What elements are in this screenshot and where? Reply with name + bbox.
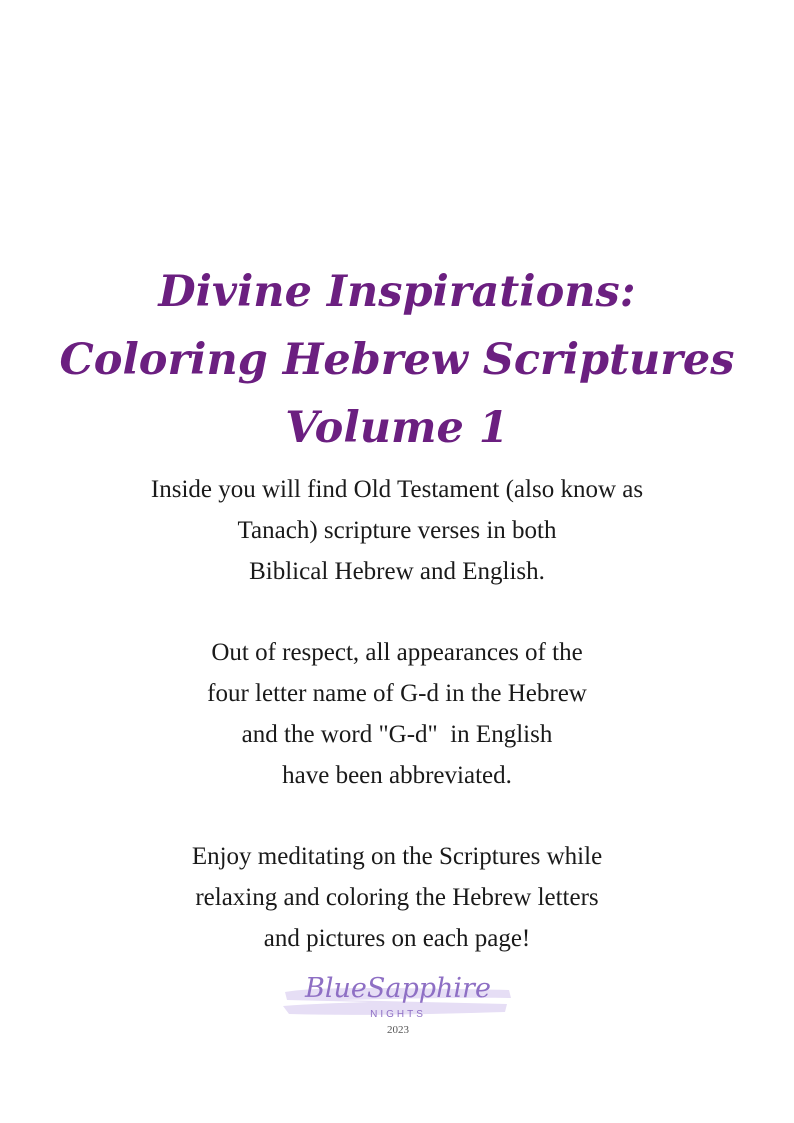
text-line: and the word "G-d" in English xyxy=(241,721,553,748)
brand-logo xyxy=(273,966,523,1046)
title-line: Coloring Hebrew Scriptures xyxy=(59,335,735,385)
text-line: relaxing and coloring the Hebrew letters xyxy=(195,884,599,911)
logo-year: 2023 xyxy=(387,1024,409,1036)
text-line: Biblical Hebrew and English. xyxy=(249,558,545,585)
intro-paragraph xyxy=(0,469,794,592)
text-line: Tanach) scripture verses in both xyxy=(237,517,557,544)
logo-name: BlueSapphire xyxy=(305,973,491,1004)
title-line: Volume 1 xyxy=(285,403,509,453)
text-line: and pictures on each page! xyxy=(263,925,531,952)
logo-subtitle: NIGHTS xyxy=(370,1009,426,1020)
title-line: Divine Inspirations: xyxy=(158,267,636,317)
text-line: Out of respect, all appearances of the xyxy=(211,639,583,666)
respect-paragraph xyxy=(0,632,794,796)
text-line: four letter name of G-d in the Hebrew xyxy=(207,680,587,707)
text-line: Inside you will find Old Testament (also know as xyxy=(150,476,644,503)
page-title xyxy=(0,258,794,462)
text-line: have been abbreviated. xyxy=(282,762,512,789)
text-line: Enjoy meditating on the Scriptures while xyxy=(191,843,603,870)
enjoy-paragraph xyxy=(0,836,794,959)
